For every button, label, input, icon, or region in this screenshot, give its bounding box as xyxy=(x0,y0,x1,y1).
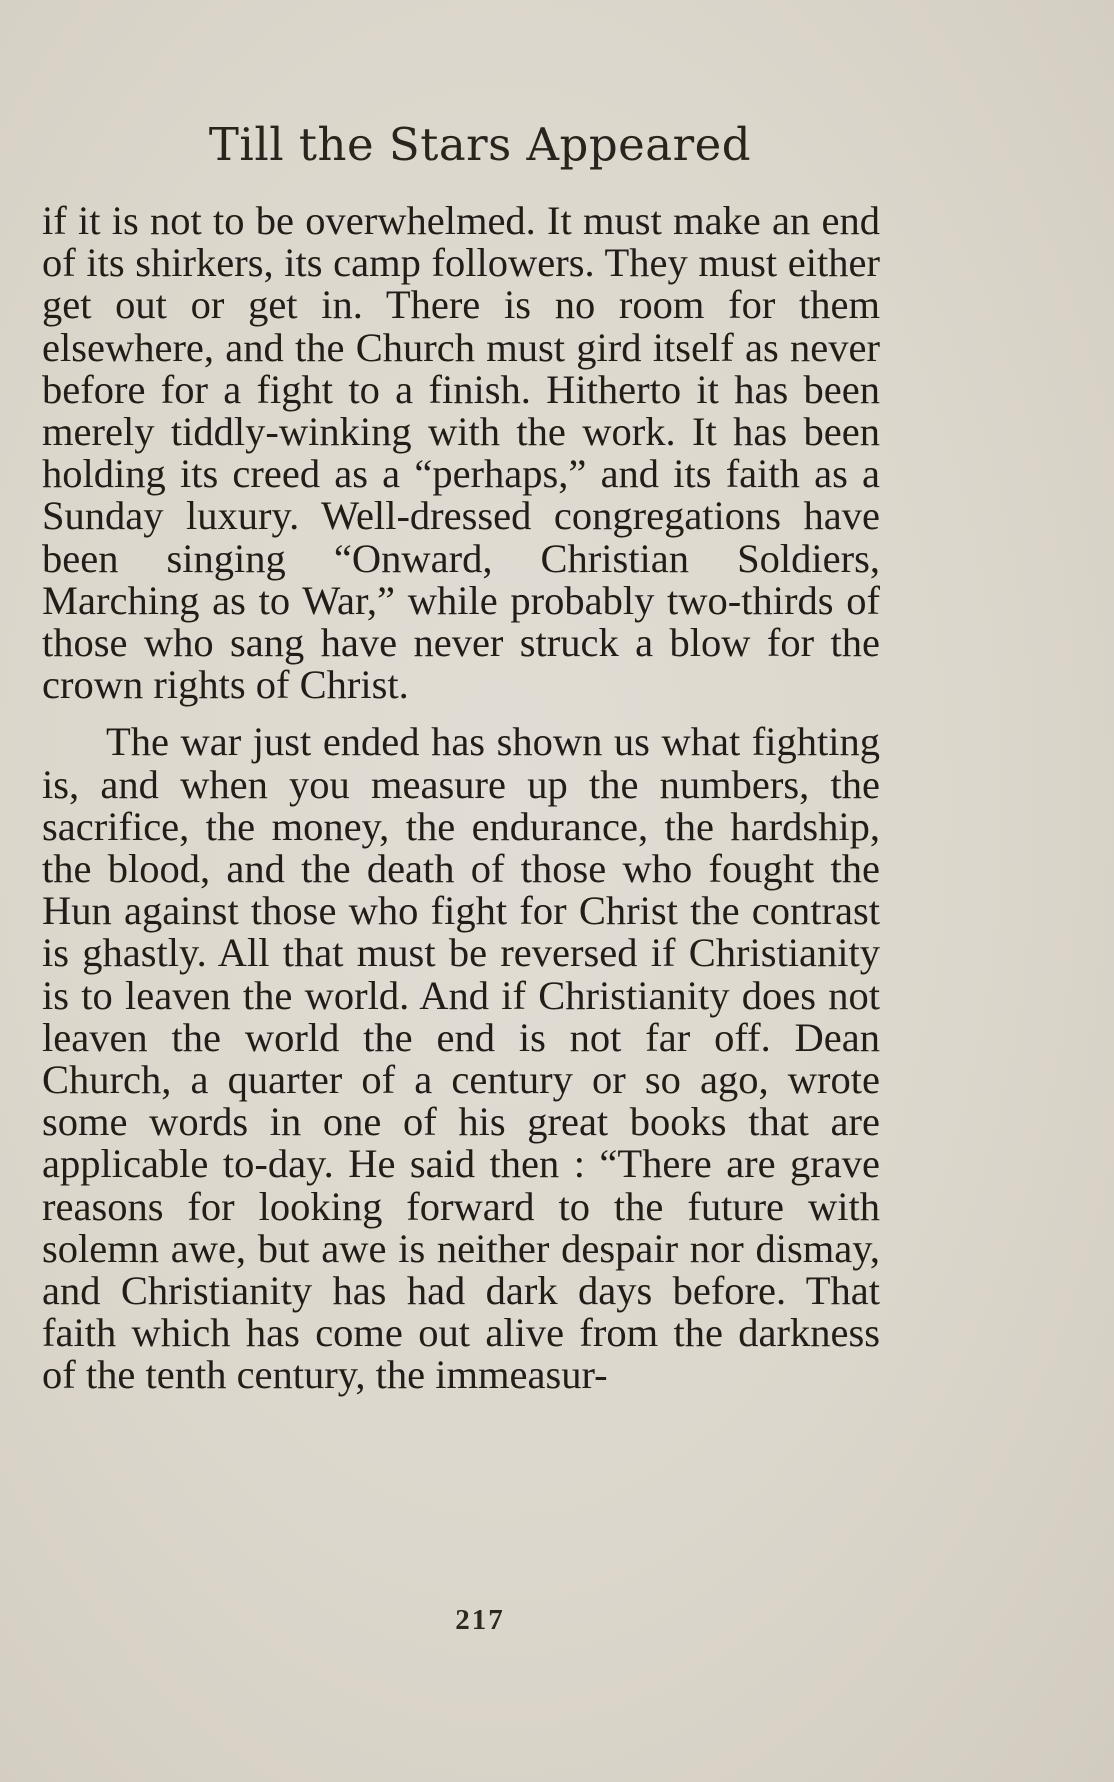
body-text xyxy=(42,200,880,1397)
page-number: 217 xyxy=(455,1604,505,1636)
paragraph: if it is not to be overwhelmed. It must make an end of its shirkers, its camp followers. They must either get out or get in. There is no room for them elsewhere, and the Church must gird itself as never before for a fight to a finish. Hitherto it has been merely tiddly-winking with the work. It has been holding its creed as a “perhaps,” and its faith as a Sunday luxury. Well-dressed congregations have been singing “Onward, Christian Soldiers, Marching as to War,” while probably two-thirds of those who sang have never struck a blow for the crown rights of Christ. xyxy=(42,198,880,708)
running-head: Till the Stars Appeared xyxy=(208,118,752,171)
paragraph: The war just ended has shown us what fighting is, and when you measure up the numbers, the sacrifice, the money, the endurance, the hardship, the blood, and the death of those who fought the Hun against those who fight for Christ the contrast is ghastly. All that must be reversed if Christianity is to leaven the world. And if Christianity does not leaven the world the end is not far off. Dean Church, a quarter of a century or so ago, wrote some words in one of his great books that are applicable to-day. He said then : “There are grave reasons for looking forward to the future with solemn awe, but awe is neither despair nor dismay, and Christianity has had dark days before. That faith which has come out alive from the darkness of the tenth century, the immeasur- xyxy=(42,719,880,1398)
